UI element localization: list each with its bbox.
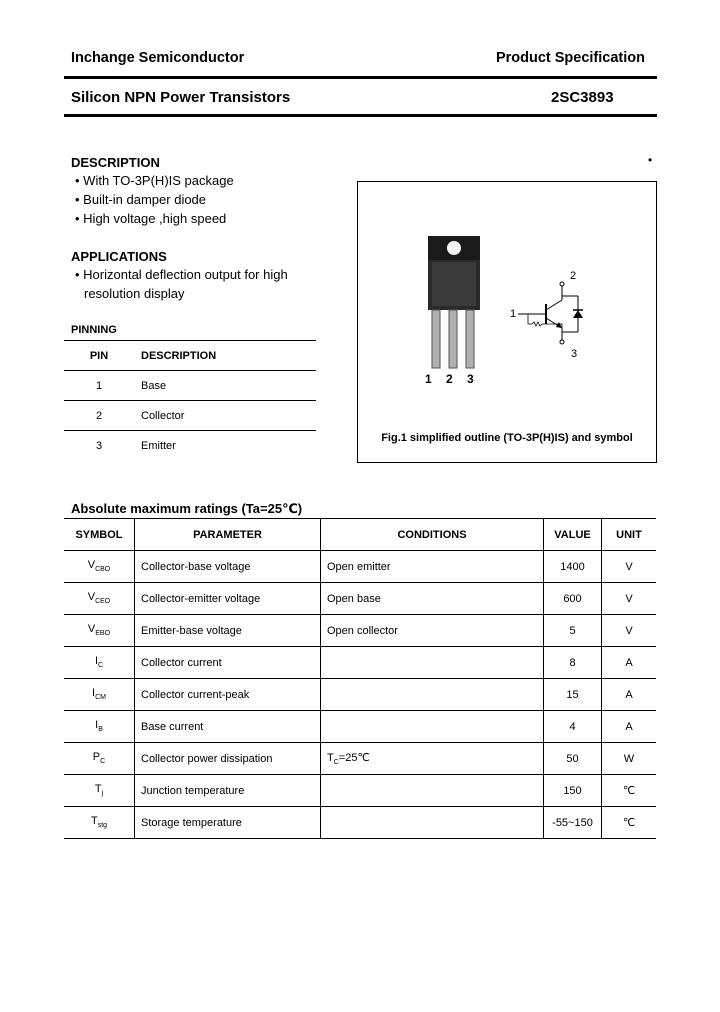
pin-header: PIN: [64, 341, 134, 371]
value-cell: 4: [544, 711, 602, 743]
pin-number: 1: [64, 371, 134, 401]
figure-box: [357, 181, 657, 463]
ratings-body: [64, 551, 656, 839]
list-item: • High voltage ,high speed: [75, 211, 227, 226]
ratings-header-row: [64, 519, 656, 551]
symbol-cell: [64, 711, 135, 743]
unit-cell: W: [602, 743, 657, 775]
table-row: [64, 647, 656, 679]
pin-description: Emitter: [141, 439, 176, 452]
symbol-main: P: [92, 751, 101, 764]
pin-description: Collector: [134, 401, 316, 431]
parameter-cell: Collector power dissipation: [135, 743, 321, 775]
header-rule-bottom: [64, 114, 657, 117]
description-list: [75, 171, 234, 228]
symbol-main: I: [94, 655, 98, 668]
part-number: 2SC3893: [551, 89, 614, 106]
symbol-cell: [64, 679, 135, 711]
doc-type: Product Specification: [495, 50, 645, 66]
unit-cell: ℃: [602, 807, 657, 839]
table-row: [64, 679, 656, 711]
applications-title: APPLICATIONS: [71, 249, 167, 264]
unit-cell: V: [602, 583, 657, 615]
pin-number: 3: [95, 439, 103, 452]
pin-number: 2: [64, 401, 134, 431]
symbol-cell: [64, 647, 135, 679]
table-row: [64, 401, 316, 431]
symbol-main: V: [87, 559, 96, 572]
conditions-cell: [321, 647, 544, 679]
header-rule-top: [64, 76, 657, 79]
symbol-cell: [64, 583, 135, 615]
symbol-subscript: CEO: [95, 598, 111, 606]
ratings-title: Absolute maximum ratings (Ta=25℃): [71, 501, 303, 516]
description-title: DESCRIPTION: [71, 155, 160, 170]
value-cell: 600: [544, 583, 602, 615]
table-row: [64, 431, 316, 461]
parameter-cell: Emitter-base voltage: [135, 615, 321, 647]
package-outline-image: [420, 234, 490, 374]
conditions-cell: [321, 711, 544, 743]
company-name: Inchange Semiconductor: [71, 50, 245, 66]
package-pin-label: 3: [467, 372, 474, 386]
product-line: Silicon NPN Power Transistors: [71, 89, 291, 106]
symbol-subscript: CBO: [95, 566, 111, 574]
unit-cell: V: [602, 615, 657, 647]
parameter-cell: Collector current: [135, 647, 321, 679]
symbol-main: T: [90, 815, 98, 828]
parameter-cell: Base current: [135, 711, 321, 743]
parameter-cell: Collector-base voltage: [135, 551, 321, 583]
pinning-title: PINNING: [71, 324, 117, 336]
conditions-cell: Open emitter: [321, 551, 544, 583]
pinning-table: [64, 340, 316, 460]
conditions-cell: [321, 775, 544, 807]
symbol-main: V: [87, 591, 96, 604]
npn-transistor-symbol-icon: [518, 278, 598, 348]
symbol-cell: [64, 615, 135, 647]
symbol-main: T: [94, 783, 102, 796]
parameter-cell: Collector current-peak: [135, 679, 321, 711]
ratings-table: [64, 518, 656, 839]
table-row: [64, 743, 656, 775]
symbol-subscript: CM: [95, 694, 106, 702]
list-item: • Horizontal deflection output for high resolution display: [75, 267, 288, 301]
pinning-header-row: [64, 341, 316, 371]
value-header: VALUE: [544, 519, 602, 551]
table-row: [64, 551, 656, 583]
symbol-cell: [64, 807, 135, 839]
table-row: [64, 615, 656, 647]
unit-header: UNIT: [602, 519, 657, 551]
symbol-cell: [64, 775, 135, 807]
bullet-dot: •: [648, 153, 653, 167]
symbol-main: I: [92, 687, 96, 700]
package-pin-label: 1: [425, 372, 432, 386]
symbol-subscript: B: [98, 726, 103, 734]
symbol-main: V: [87, 623, 96, 636]
conditions-cell: [321, 679, 544, 711]
value-cell: 1400: [544, 551, 602, 583]
parameter-cell: Junction temperature: [135, 775, 321, 807]
package-pin-label: 2: [446, 372, 453, 386]
unit-cell: A: [602, 647, 657, 679]
list-item: • Built-in damper diode: [75, 192, 207, 207]
symbol-cell: [64, 551, 135, 583]
unit-cell: V: [602, 551, 657, 583]
applications-list: [75, 265, 305, 303]
parameter-cell: Storage temperature: [135, 807, 321, 839]
table-row: [64, 711, 656, 743]
value-cell: 150: [544, 775, 602, 807]
conditions-cell: [321, 807, 544, 839]
table-row: [64, 775, 656, 807]
symbol-main: I: [95, 719, 99, 732]
symbol-subscript: EBO: [95, 630, 111, 638]
value-cell: 8: [544, 647, 602, 679]
conditions-cell: Open collector: [321, 615, 544, 647]
symbol-header: SYMBOL: [64, 519, 135, 551]
conditions-cell: Open base: [321, 583, 544, 615]
conditions-cell: $T_C=25℃$: [321, 743, 544, 775]
value-cell: 50: [544, 743, 602, 775]
pin-description-header: DESCRIPTION: [134, 341, 316, 371]
unit-cell: A: [602, 679, 657, 711]
symbol-cell: [64, 743, 135, 775]
value-cell: 15: [544, 679, 602, 711]
list-item: • With TO-3P(H)IS package: [75, 173, 234, 188]
symbol-subscript: C: [100, 758, 106, 766]
parameter-header: PARAMETER: [135, 519, 321, 551]
value-cell: -55~150: [544, 807, 602, 839]
table-row: [64, 583, 656, 615]
pin-description: Base: [134, 371, 316, 401]
symbol-pin-collector-label: 2: [570, 270, 577, 282]
unit-cell: ℃: [602, 775, 657, 807]
symbol-subscript: stg: [97, 822, 108, 830]
table-row: [64, 371, 316, 401]
table-row: [64, 807, 656, 839]
symbol-subscript: C: [98, 662, 104, 670]
unit-cell: A: [602, 711, 657, 743]
figure-caption: Fig.1 simplified outline (TO-3P(H)IS) and symbol: [381, 432, 633, 444]
value-cell: 5: [544, 615, 602, 647]
parameter-cell: Collector-emitter voltage: [135, 583, 321, 615]
symbol-pin-base-label: 1: [510, 308, 517, 320]
conditions-header: CONDITIONS: [321, 519, 544, 551]
symbol-pin-emitter-label: 3: [571, 348, 578, 360]
symbol-subscript: j: [101, 790, 104, 798]
